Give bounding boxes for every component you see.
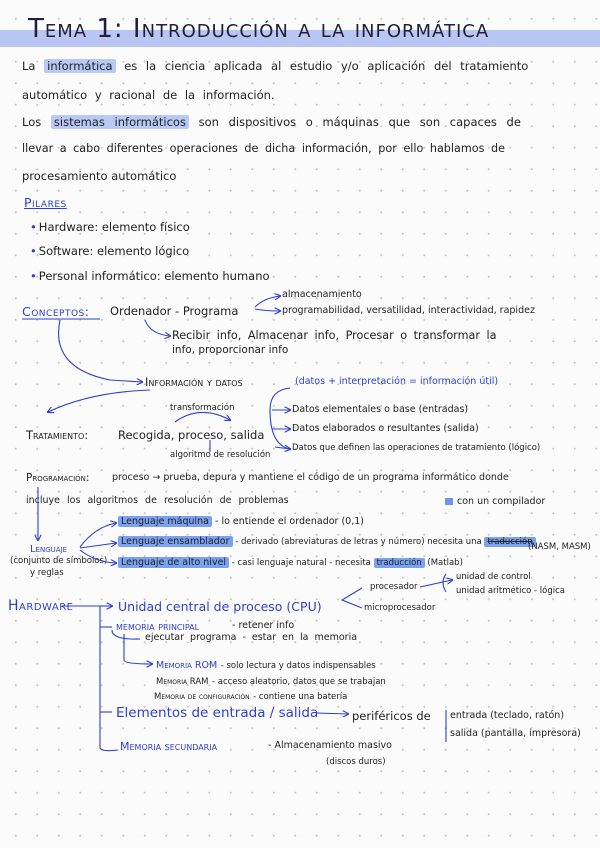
perifericos-label: periféricos de — [352, 709, 431, 723]
intro-line-3 — [22, 116, 521, 129]
informacion-def: (datos + interpretación = información útil) — [295, 376, 499, 387]
intro-text: La — [22, 59, 36, 73]
ensamblador-note: (NASM, MASM) — [528, 542, 591, 552]
pilar-personal: • Personal informático: elemento humano — [30, 270, 270, 283]
recibir-line-2: info, proporcionar info — [172, 344, 289, 356]
recibir-line-1: Recibir info, Almacenar info, Procesar o transformar la — [172, 329, 497, 342]
lenguaje-sub-1: (conjunto de símbolos) — [10, 556, 108, 566]
lenguaje-ensamblador-row — [118, 537, 536, 548]
datos-entradas: Datos elementales o base (entradas) — [292, 404, 469, 415]
programacion-label: Programación: — [26, 472, 90, 484]
memoria-secundaria: Memoria secundaria — [120, 740, 218, 753]
ram-row — [156, 675, 386, 688]
lenguaje-label: Lenguaje — [30, 544, 68, 555]
intro-line-2: automático y racional de la información. — [22, 88, 275, 102]
programacion-line-1: proceso → prueba, depura y mantiene el código de un programa informático donde — [112, 472, 509, 483]
memoria-rom: Memoria ROM — [156, 660, 218, 671]
unidad-alu: unidad aritmético - lógica — [456, 586, 565, 596]
perifericos-entrada: entrada (teclado, ratón) — [450, 710, 565, 721]
pilar-hardware: • Hardware: elemento físico — [30, 221, 190, 234]
rom-row — [156, 659, 376, 672]
hardware-label: Hardware — [8, 598, 74, 614]
programacion-line-2: incluye los algoritmos de resolución de problemas — [26, 495, 289, 506]
almacenamiento-label: almacenamiento — [282, 289, 362, 300]
intro-text: son dispositivos o máquinas que son capaces de — [198, 115, 521, 129]
procesador-label: procesador — [370, 582, 418, 592]
intro-line-4: llevar a cabo diferentes operaciones de dicha información, por ello hablamos de — [22, 142, 505, 155]
memoria-ram: Memoria RAM — [156, 677, 209, 687]
intro-text: es la ciencia aplicada al estudio y/o aplicación del tratamiento — [124, 59, 529, 73]
alto-nivel-note: (Matlab) — [427, 558, 463, 568]
memoria-configuracion: Memoria de configuración — [154, 692, 250, 702]
lenguaje-ensamblador: Lenguaje ensamblador — [118, 536, 233, 547]
transformacion-label: transformación — [170, 403, 235, 413]
tratamiento-steps: Recogida, proceso, salida — [118, 428, 265, 442]
microprocesador-label: microprocesador — [364, 603, 436, 613]
perifericos-salida: salida (pantalla, impresora) — [450, 728, 581, 739]
rom-desc: - solo lectura y datos indispensables — [220, 661, 376, 671]
intro-text: Los — [22, 115, 42, 129]
compilador-text: con un compilador — [457, 496, 546, 507]
intro-line-5: procesamiento automático — [22, 169, 177, 183]
informacion-label: Información y datos — [145, 375, 243, 389]
lenguaje-maquina: Lenguaje máquina — [118, 516, 212, 527]
compilador-note — [445, 497, 545, 508]
algoritmo-label: algoritmo de resolución — [170, 450, 271, 460]
pilares-heading: Pilares — [24, 195, 67, 210]
ordenador-programa: Ordenador - Programa — [110, 304, 239, 318]
lenguaje-alto-nivel: Lenguaje de alto nivel — [118, 557, 229, 568]
ram-desc: - acceso aleatorio, datos que se trabajan — [211, 677, 386, 687]
lenguaje-alto-nivel-desc: - casi lenguaje natural - necesita — [231, 558, 371, 568]
lenguaje-maquina-row — [118, 517, 364, 528]
retener-info: - retener info — [232, 620, 295, 631]
datos-logico: Datos que definen las operaciones de tratamiento (lógico) — [292, 443, 541, 453]
ejecutar-programa: ejecutar programa - estar en la memoria — [145, 632, 358, 643]
term-sistemas: sistemas informáticos — [51, 115, 189, 129]
traduccion-ensamblador: traducción — [484, 537, 535, 547]
discos-duros: (discos duros) — [326, 757, 386, 767]
lenguaje-sub-2: y reglas — [30, 568, 64, 578]
programa-props: programabilidad, versatilidad, interactividad, rapidez — [282, 305, 535, 316]
lenguaje-alto-nivel-row — [118, 558, 463, 569]
lenguaje-maquina-desc: - lo entiende el ordenador (0,1) — [215, 516, 364, 527]
check-icon — [445, 498, 453, 505]
intro-line-1 — [22, 60, 528, 73]
config-desc: - contiene una batería — [253, 692, 348, 702]
datos-salida: Datos elaborados o resultantes (salida) — [292, 423, 479, 434]
lenguaje-ensamblador-desc: - derivado (abreviaturas de letras y número) necesita una — [235, 537, 482, 547]
term-informatica: informática — [44, 59, 115, 73]
unidad-control: unidad de control — [456, 572, 531, 582]
almacenamiento-masivo: - Almacenamiento masivo — [268, 740, 392, 751]
page-title: Tema 1: Introducción a la informática — [28, 14, 490, 44]
tratamiento-label: Tratamiento: — [26, 428, 89, 442]
config-row — [154, 690, 347, 703]
cpu-label: Unidad central de proceso (CPU) — [118, 599, 322, 614]
memoria-principal: memoria principal — [116, 619, 200, 633]
entrada-salida: Elementos de entrada / salida — [116, 705, 319, 721]
pilar-software: • Software: elemento lógico — [30, 245, 189, 258]
conceptos-heading: Conceptos: — [22, 304, 90, 319]
traduccion-alto-nivel: traducción — [374, 558, 425, 568]
